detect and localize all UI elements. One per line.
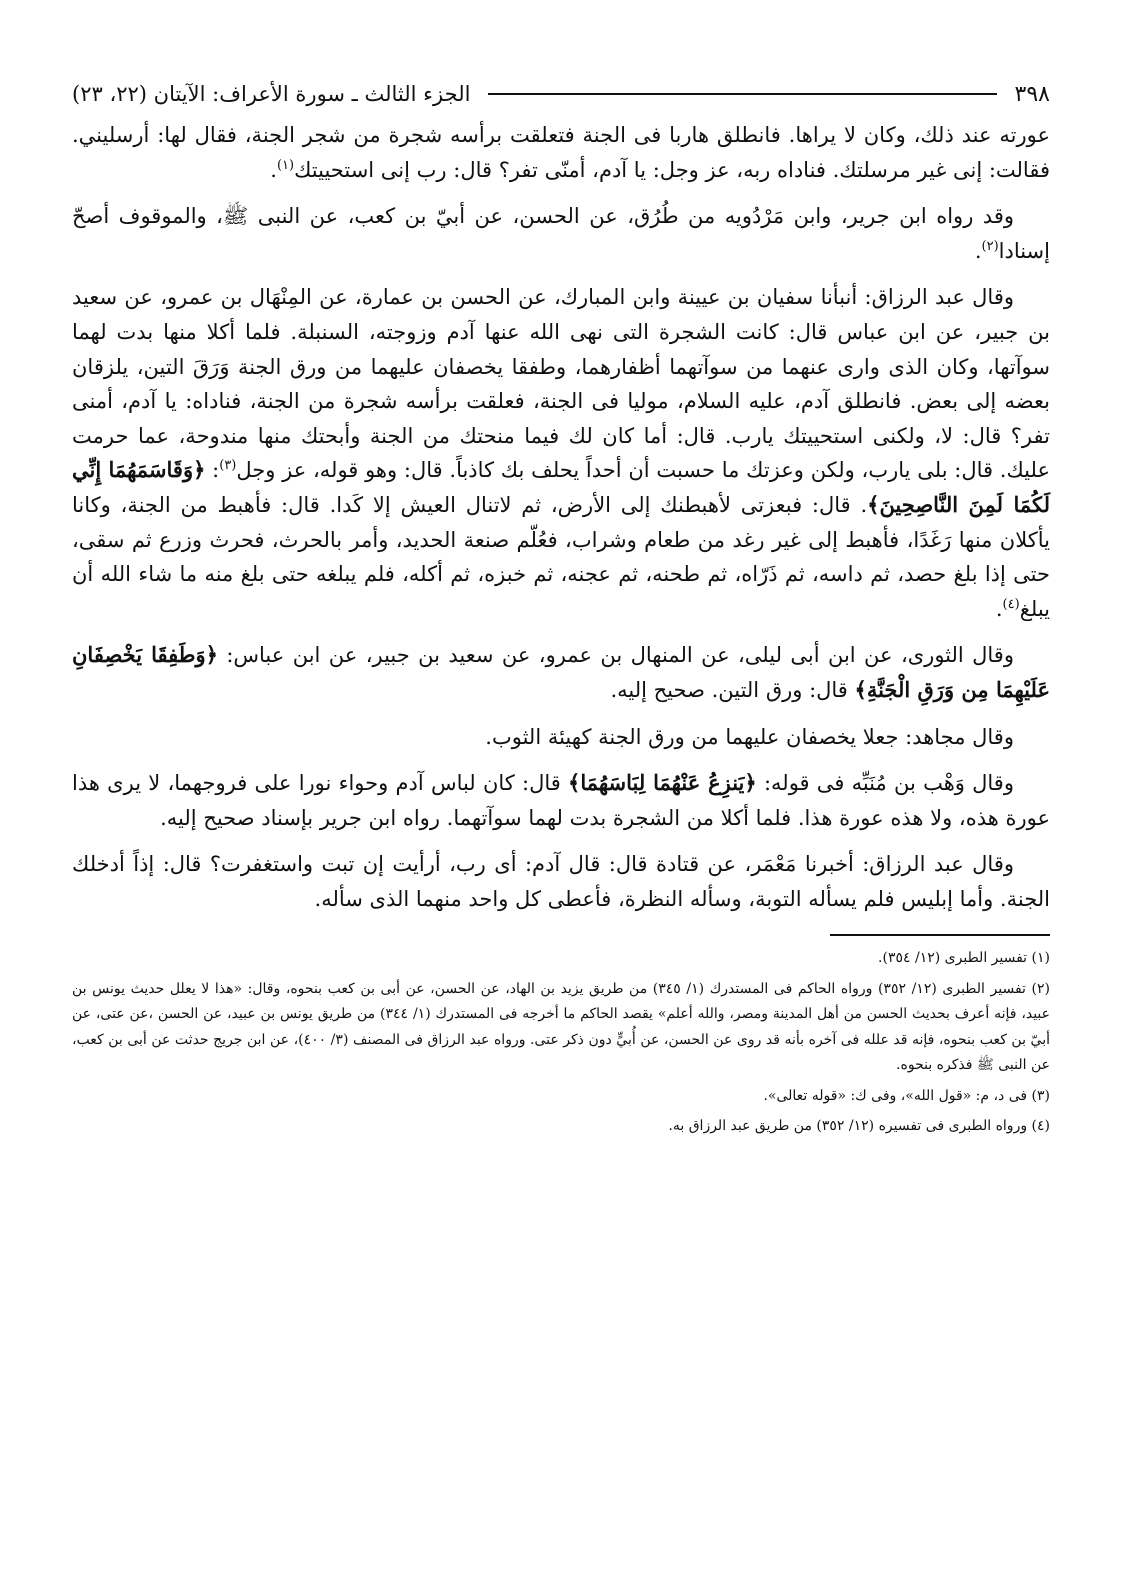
paragraph-1: عورته عند ذلك، وكان لا يراها. فانطلق هاربا فى الجنة فتعلقت برأسه شجرة من شجر الجنة، فقال لها: أرسليني. فقالت: إنى غير مرسلتك. فناداه ربه، عز وجل: يا آدم، أمنّى تفر؟ قال: رب إنى استحييتك$^{(١)}$. bbox=[72, 123, 1050, 182]
header-title: الجزء الثالث ـ سورة الأعراف: الآيتان (٢٢، ٢٣) bbox=[72, 82, 471, 106]
header-rule bbox=[488, 93, 996, 95]
paragraph-text: وقال عبد الرزاق: أنبأنا سفيان بن عيينة وابن المبارك، عن الحسن بن عمارة، عن المِنْهَال بن عمرو، عن سعيد بن جبير، عن ابن عباس قال: كانت الشجرة التى نهى الله عنها آدم وزوجته، السنبلة. فلما أكلا منها بدت لهما سوآتها، وكان الذى وارى عنهما من سوآتهما أظفارهما، وطفقا يخصفان عليهما من ورق الجنة وَرَقَ التين، يلزقان بعضه إلى بعض. فانطلق آدم، عليه السلام، موليا فى الجنة، فعلقت برأسه شجرة من الجنة، فناداه: يا آدم، أمنى تفر؟ قال: لا، ولكنى استحييتك يارب. قال: أما كان لك فيما منحتك من الجنة وأبحتك منها مندوحة، عما حرمت عليك. قال: بلى يارب، ولكن وعزتك ما حسبت أن أحداً يحلف بك كاذباً. قال: وهو قوله، عز وجل bbox=[72, 285, 1050, 483]
footnote-ref-2: (٢) bbox=[981, 238, 999, 254]
paragraph-text: وقال وَهْب بن مُنَبِّه فى قوله: bbox=[756, 771, 1014, 796]
paragraph-text: . قال: فبعزتى لأهبطنك إلى الأرض، ثم لاتنال العيش إلا كَدا. قال: فأهبط من الجنة، وكانا يأكلان منها رَغَدًا، فأهبط إلى غير رغد من طعام وشراب، فعُلّم صنعة الحديد، وأمر بالحرث، فحرث وزرع ثم سقى، حتى إذا بلغ حصد، ثم داسه، ثم ذَرّاه، ثم طحنه، ثم عجنه، ثم خبزه، ثم أكله، فلم يبلغه حتى بلغ منه ما شاء الله أن يبلغ bbox=[72, 492, 1050, 621]
footnote-1: (١) تفسير الطبرى (١٢/ ٣٥٤). bbox=[878, 950, 1050, 967]
paragraph-7: وقال عبد الرزاق: أخبرنا مَعْمَر، عن قتادة قال: قال آدم: أى رب، أرأيت إن تبت واستغفرت؟ قال: إذاً أدخلك الجنة. وأما إبليس فلم يسأله التوبة، وسأله النظرة، فأعطى كل واحد منهما الذى سأله. bbox=[72, 852, 1050, 911]
paragraph-text: وقد رواه ابن جرير، وابن مَرْدُويه من طُرُق، عن الحسن، عن أبيّ بن كعب، عن النبى ﷺ، والموقوف أصحّ إسنادا bbox=[72, 204, 1050, 263]
page-number: ٣٩٨ bbox=[1014, 81, 1050, 107]
footnotes bbox=[72, 946, 1050, 1140]
footnote-ref-4: (٤) bbox=[1002, 596, 1020, 612]
paragraph-2: وقد رواه ابن جرير، وابن مَرْدُويه من طُرُق، عن الحسن، عن أبيّ بن كعب، عن النبى ﷺ، والموقوف أصحّ إسنادا$^{(٢)}$. bbox=[72, 204, 1050, 263]
running-header bbox=[72, 70, 1050, 118]
paragraph-text: وقال الثورى، عن ابن أبى ليلى، عن المنهال بن عمرو، عن سعيد بن جبير، عن ابن عباس: bbox=[226, 643, 1014, 668]
footnote-3: (٣) فى د، م: «قول الله»، وفى ك: «قوله تعالى». bbox=[763, 1087, 1050, 1104]
footnote-4: (٤) ورواه الطبرى فى تفسيره (١٢/ ٣٥٢) من طريق عبد الرزاق به. bbox=[668, 1118, 1050, 1135]
footnote-divider bbox=[830, 934, 1050, 936]
paragraph-3: وقال عبد الرزاق: أنبأنا سفيان بن عيينة وابن المبارك، عن الحسن بن عمارة، عن المِنْهَال بن عمرو، عن سعيد بن جبير، عن ابن عباس قال: كانت الشجرة التى نهى الله عنها آدم وزوجته، السنبلة. فلما أكلا منها بدت لهما سوآتها، وكان الذى وارى عنهما من سوآتهما أظفارهما، وطفقا يخصفان عليهما من ورق الجنة وَرَقَ التين، يلزقان بعضه إلى بعض. فانطلق آدم، عليه السلام، موليا فى الجنة، فعلقت برأسه شجرة من الجنة، فناداه: يا آدم، أمنى تفر؟ قال: لا، ولكنى استحييتك يارب. قال: أما كان لك فيما منحتك من الجنة وأبحتك منها مندوحة، عما حرمت عليك. قال: بلى يارب، ولكن وعزتك ما حسبت أن أحداً يحلف بك كاذباً. قال: وهو قوله، عز وجل$^{(٣)}$: ﴿وَقَاسَمَهُمَا إِنِّي لَكُمَا لَمِنَ النَّاصِحِينَ﴾. قال: فبعزتى لأهبطنك إلى الأرض، ثم لاتنال العيش إلا كَدا. قال: فأهبط من الجنة، وكانا يأكلان منها رَغَدًا، فأهبط إلى غير رغد من طعام وشراب، فعُلّم صنعة الحديد، وأمر بالحرث، فحرث وزرع ثم سقى، حتى إذا بلغ حصد، ثم داسه، ثم ذَرّاه، ثم طحنه، ثم عجنه، ثم خبزه، ثم أكله، فلم يبلغه حتى بلغ منه ما شاء الله أن يبلغ$^{(٤)}$. bbox=[72, 285, 1050, 621]
paragraph-text: قال: ورق التين. صحيح إليه. bbox=[610, 677, 855, 702]
paragraph-text: عورته عند ذلك، وكان لا يراها. فانطلق هاربا فى الجنة فتعلقت برأسه شجرة من شجر الجنة، فقال لها: أرسليني. فقالت: إنى غير مرسلتك. فناداه ربه، عز وجل: يا آدم، أمنّى تفر؟ قال: رب إنى استحييتك bbox=[72, 123, 1050, 182]
footnote-2: (٢) تفسير الطبرى (١٢/ ٣٥٢) ورواه الحاكم فى المستدرك (١/ ٣٤٥) من طريق يزيد بن الهاد، عن الحسن، عن أبى بن كعب بنحوه، وقال: «هذا لا يعلل حديث يونس بن عبيد، فإنه أعرف بحديث الحسن من أهل المدينة ومصر، والله أعلم» يقصد الحاكم ما أخرجه فى المستدرك (١/ ٣٤٤) من طريق يونس بن عبيد، عن الحسن ،عن عتى، عن أبيّ بن كعب بنحوه، فإنه قد علله فى آخره بأنه قد روى عن الحسن، عن أُبيٍّ دون ذكر عتى. ورواه عبد الرزاق فى المصنف (٣/ ٤٠٠)، عن ابن جريج حدثت عن أبى بن كعب، عن النبى ﷺ فذكره بنحوه. bbox=[72, 980, 1051, 1074]
paragraph-6 bbox=[72, 766, 1050, 835]
quran-verse: ﴿يَنزِعُ عَنْهُمَا لِبَاسَهُمَا﴾ bbox=[568, 770, 757, 796]
footnote-ref-1: (١) bbox=[276, 157, 295, 173]
paragraph-text: قال: كان لباس آدم وحواء نورا على فروجهما، لا يرى هذا عورة هذه، ولا هذه عورة هذا. فلما أكلا من الشجرة بدت لهما سوآتهما. رواه ابن جرير بإسناد صحيح إليه. bbox=[72, 771, 1050, 830]
paragraph-5: وقال مجاهد: جعلا يخصفان عليهما من ورق الجنة كهيئة الثوب. bbox=[485, 724, 1014, 749]
footnote-ref-3: (٣) bbox=[219, 458, 237, 474]
paragraph-4 bbox=[72, 638, 1050, 707]
quran-verse: ﴿وَطَفِقَا يَخْصِفَانِ عَلَيْهِمَا مِن وَرَقِ الْجَنَّةِ﴾ bbox=[72, 642, 1050, 702]
quran-verse: ﴿وَقَاسَمَهُمَا إِنِّي لَكُمَا لَمِنَ النَّاصِحِينَ﴾ bbox=[72, 457, 1050, 517]
main-text bbox=[72, 118, 1050, 916]
